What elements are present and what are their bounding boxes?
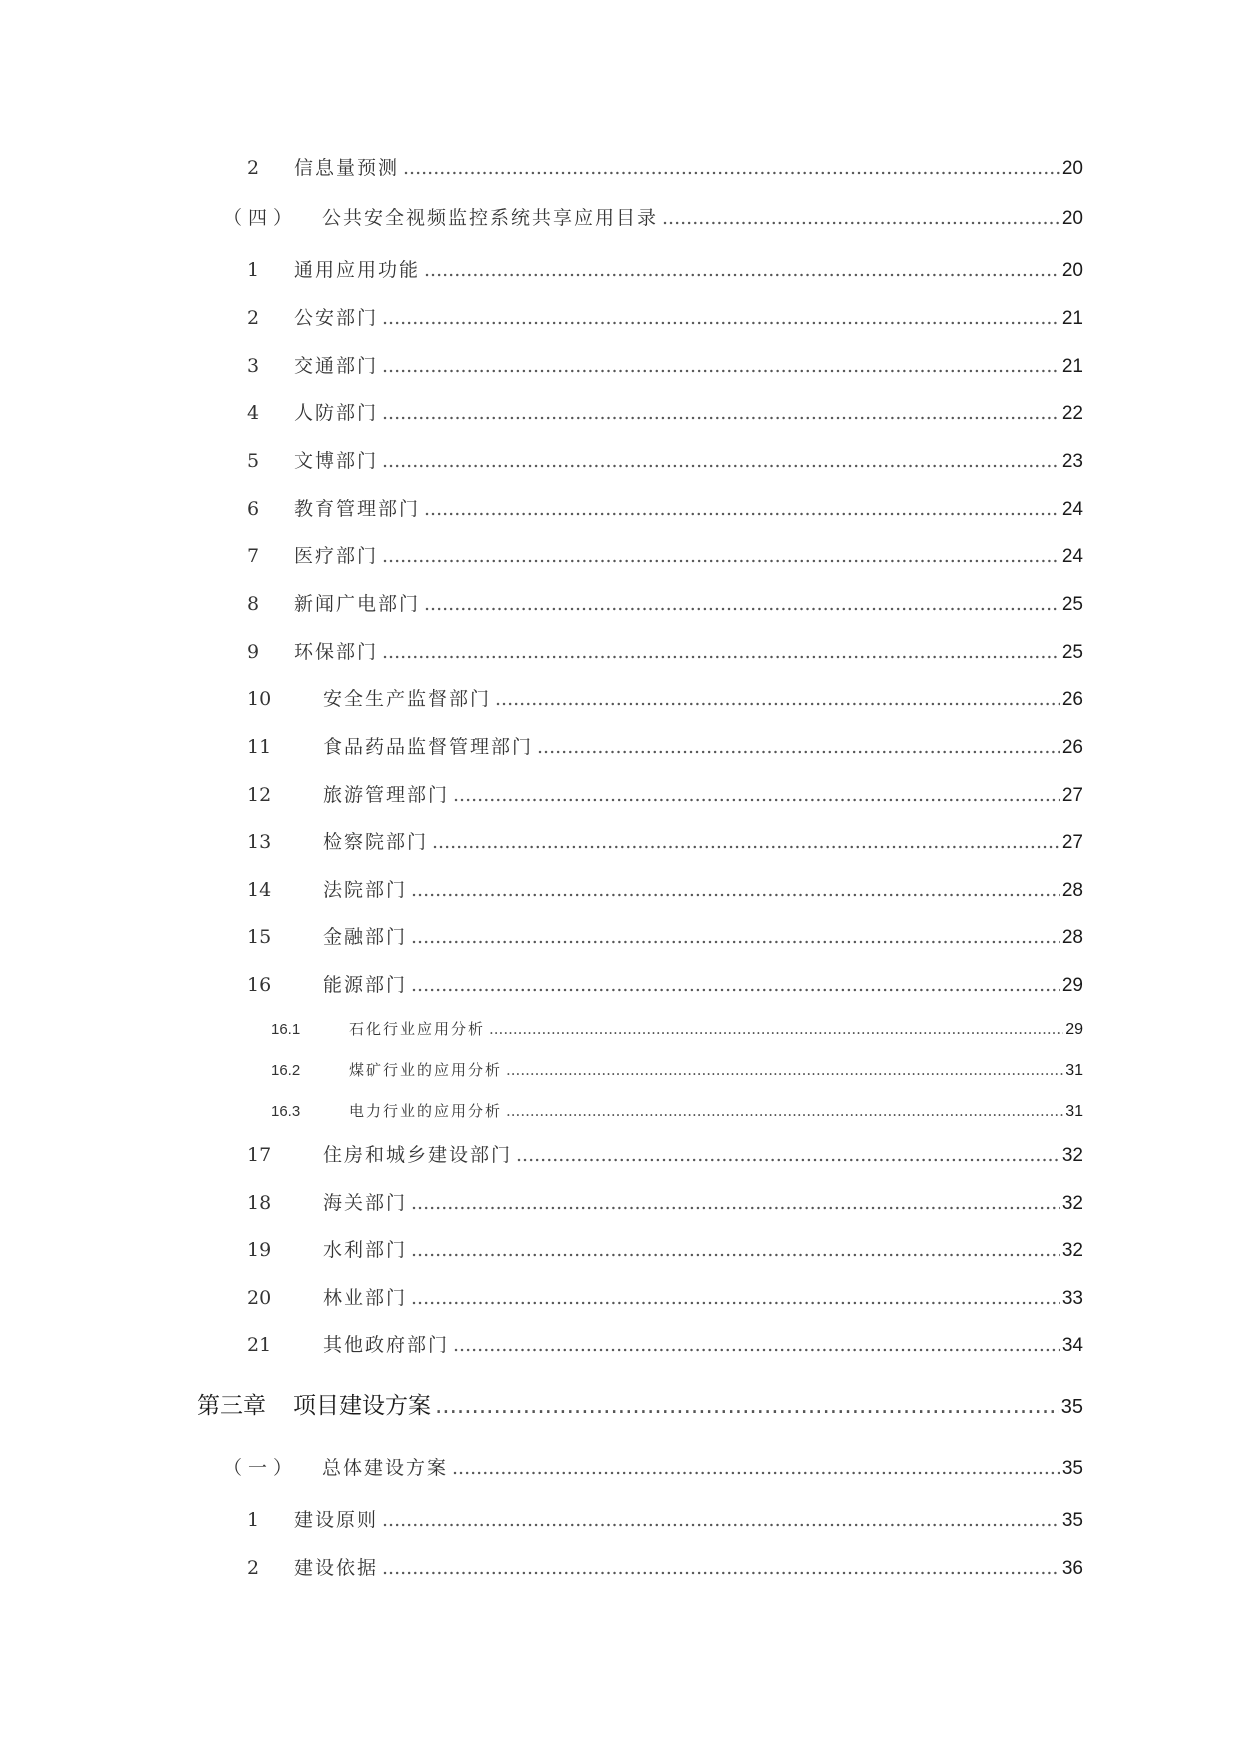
entry-number: 8 bbox=[247, 593, 260, 615]
entry-number: 2 bbox=[247, 307, 260, 329]
dot-leader bbox=[506, 1061, 1063, 1079]
entry-number: 5 bbox=[247, 450, 260, 472]
dot-leader bbox=[411, 1192, 1060, 1214]
entry-page-number: 26 bbox=[1061, 737, 1083, 758]
dot-leader bbox=[382, 450, 1060, 472]
entry-number: 16 bbox=[247, 974, 272, 996]
entry-number: 13 bbox=[247, 831, 272, 853]
dot-leader bbox=[435, 1393, 1059, 1419]
toc-entry[interactable] bbox=[247, 732, 1083, 759]
entry-number: 21 bbox=[247, 1334, 272, 1356]
entry-number: 20 bbox=[247, 1287, 272, 1309]
entry-title: 安全生产监督部门 bbox=[323, 688, 492, 710]
toc-entry[interactable] bbox=[197, 1387, 1083, 1420]
entry-page-number: 20 bbox=[1061, 208, 1083, 229]
entry-number: 11 bbox=[247, 736, 272, 758]
entry-title: 建设依据 bbox=[294, 1557, 379, 1579]
dot-leader bbox=[382, 307, 1060, 329]
toc-entry[interactable] bbox=[247, 1235, 1083, 1262]
entry-page-number: 28 bbox=[1061, 927, 1083, 948]
toc-entry[interactable] bbox=[247, 1505, 1083, 1532]
entry-number: 3 bbox=[247, 355, 260, 377]
entry-number: 1 bbox=[247, 259, 260, 281]
entry-number: 12 bbox=[247, 784, 272, 806]
toc-entry[interactable] bbox=[247, 922, 1083, 949]
entry-number: 6 bbox=[247, 498, 260, 520]
entry-number: 18 bbox=[247, 1192, 272, 1214]
entry-page-number: 20 bbox=[1061, 158, 1083, 179]
entry-page-number: 36 bbox=[1061, 1558, 1083, 1579]
entry-number: 4 bbox=[247, 402, 260, 424]
entry-page-number: 31 bbox=[1065, 1062, 1083, 1079]
entry-title: 食品药品监督管理部门 bbox=[323, 736, 534, 758]
entry-number: 7 bbox=[247, 545, 260, 567]
dot-leader bbox=[382, 355, 1060, 377]
entry-number: 19 bbox=[247, 1239, 272, 1261]
toc-entry[interactable] bbox=[271, 1018, 1083, 1039]
entry-title: 文博部门 bbox=[294, 450, 379, 472]
toc-entry[interactable] bbox=[247, 1140, 1083, 1167]
entry-number: 16.1 bbox=[271, 1021, 301, 1038]
dot-leader bbox=[495, 688, 1060, 710]
dot-leader bbox=[382, 402, 1060, 424]
toc-entry[interactable] bbox=[247, 351, 1083, 378]
entry-page-number: 29 bbox=[1061, 975, 1083, 996]
toc-entry[interactable] bbox=[247, 1330, 1083, 1357]
entry-title: 公共安全视频监控系统共享应用目录 bbox=[322, 207, 659, 229]
toc-entry[interactable] bbox=[247, 255, 1083, 282]
toc-entry[interactable] bbox=[247, 1283, 1083, 1310]
toc-entry[interactable] bbox=[247, 970, 1083, 997]
entry-title: 检察院部门 bbox=[323, 831, 429, 853]
entry-page-number: 24 bbox=[1061, 499, 1083, 520]
entry-number: （一） bbox=[223, 1457, 299, 1479]
entry-number: 9 bbox=[247, 641, 260, 663]
entry-title: 住房和城乡建设部门 bbox=[323, 1144, 513, 1166]
dot-leader bbox=[453, 784, 1060, 806]
dot-leader bbox=[411, 1239, 1060, 1261]
toc-entry[interactable] bbox=[247, 494, 1083, 521]
toc-entry[interactable] bbox=[247, 780, 1083, 807]
entry-title: 煤矿行业的应用分析 bbox=[349, 1061, 503, 1079]
entry-page-number: 27 bbox=[1061, 832, 1083, 853]
dot-leader bbox=[537, 736, 1060, 758]
entry-page-number: 35 bbox=[1061, 1458, 1083, 1479]
entry-number: 16.3 bbox=[271, 1103, 301, 1120]
dot-leader bbox=[382, 641, 1060, 663]
dot-leader bbox=[411, 926, 1060, 948]
toc-entry[interactable] bbox=[271, 1100, 1083, 1121]
entry-page-number: 21 bbox=[1061, 308, 1083, 329]
entry-title: 总体建设方案 bbox=[322, 1457, 449, 1479]
entry-page-number: 32 bbox=[1061, 1145, 1083, 1166]
entry-page-number: 34 bbox=[1061, 1335, 1083, 1356]
entry-page-number: 26 bbox=[1061, 689, 1083, 710]
entry-title: 水利部门 bbox=[323, 1239, 408, 1261]
dot-leader bbox=[382, 1509, 1060, 1531]
entry-number: （四） bbox=[223, 207, 299, 229]
dot-leader bbox=[424, 259, 1060, 281]
entry-page-number: 20 bbox=[1061, 260, 1083, 281]
entry-title: 新闻广电部门 bbox=[294, 593, 421, 615]
entry-title: 交通部门 bbox=[294, 355, 379, 377]
entry-page-number: 32 bbox=[1061, 1240, 1083, 1261]
dot-leader bbox=[424, 593, 1060, 615]
entry-page-number: 27 bbox=[1061, 785, 1083, 806]
entry-title: 教育管理部门 bbox=[294, 498, 421, 520]
dot-leader bbox=[403, 157, 1060, 179]
entry-number: 2 bbox=[247, 157, 260, 179]
toc-entry[interactable] bbox=[247, 303, 1083, 330]
entry-title: 其他政府部门 bbox=[323, 1334, 450, 1356]
dot-leader bbox=[452, 1457, 1060, 1479]
dot-leader bbox=[382, 1557, 1060, 1579]
toc-entry[interactable] bbox=[247, 1188, 1083, 1215]
entry-title: 电力行业的应用分析 bbox=[349, 1102, 503, 1120]
dot-leader bbox=[411, 1287, 1060, 1309]
entry-page-number: 25 bbox=[1061, 594, 1083, 615]
entry-number: 1 bbox=[247, 1509, 260, 1531]
dot-leader bbox=[516, 1144, 1060, 1166]
dot-leader bbox=[382, 545, 1060, 567]
dot-leader bbox=[432, 831, 1060, 853]
entry-page-number: 35 bbox=[1060, 1396, 1083, 1418]
toc-entry[interactable] bbox=[247, 1553, 1083, 1580]
entry-title: 人防部门 bbox=[294, 402, 379, 424]
entry-page-number: 29 bbox=[1065, 1021, 1083, 1038]
entry-title: 环保部门 bbox=[294, 641, 379, 663]
entry-title: 项目建设方案 bbox=[293, 1393, 431, 1419]
entry-title: 林业部门 bbox=[323, 1287, 408, 1309]
dot-leader bbox=[662, 207, 1060, 229]
entry-number: 16.2 bbox=[271, 1062, 301, 1079]
dot-leader bbox=[411, 974, 1060, 996]
toc-entry[interactable] bbox=[247, 541, 1083, 568]
toc-entry[interactable] bbox=[247, 637, 1083, 664]
entry-page-number: 23 bbox=[1061, 451, 1083, 472]
entry-page-number: 22 bbox=[1061, 403, 1083, 424]
entry-page-number: 35 bbox=[1061, 1510, 1083, 1531]
toc-entry[interactable] bbox=[247, 875, 1083, 902]
entry-title: 旅游管理部门 bbox=[323, 784, 450, 806]
toc-entry[interactable] bbox=[247, 684, 1083, 711]
entry-title: 能源部门 bbox=[323, 974, 408, 996]
entry-title: 金融部门 bbox=[323, 926, 408, 948]
entry-title: 通用应用功能 bbox=[294, 259, 421, 281]
entry-page-number: 24 bbox=[1061, 546, 1083, 567]
toc-entry[interactable] bbox=[271, 1059, 1083, 1080]
toc-entry[interactable] bbox=[247, 446, 1083, 473]
entry-title: 建设原则 bbox=[294, 1509, 379, 1531]
toc-entry[interactable] bbox=[223, 1453, 1083, 1480]
entry-title: 法院部门 bbox=[323, 879, 408, 901]
dot-leader bbox=[489, 1020, 1063, 1038]
entry-number: 17 bbox=[247, 1144, 272, 1166]
dot-leader bbox=[506, 1102, 1063, 1120]
dot-leader bbox=[424, 498, 1060, 520]
entry-page-number: 25 bbox=[1061, 642, 1083, 663]
entry-page-number: 33 bbox=[1061, 1288, 1083, 1309]
entry-number: 2 bbox=[247, 1557, 260, 1579]
entry-page-number: 32 bbox=[1061, 1193, 1083, 1214]
entry-number: 14 bbox=[247, 879, 272, 901]
entry-number: 15 bbox=[247, 926, 272, 948]
toc-entry[interactable] bbox=[247, 589, 1083, 616]
dot-leader bbox=[453, 1334, 1060, 1356]
toc-entry[interactable] bbox=[247, 153, 1083, 180]
entry-page-number: 21 bbox=[1061, 356, 1083, 377]
toc-entry[interactable] bbox=[247, 398, 1083, 425]
entry-number: 第三章 bbox=[197, 1393, 266, 1419]
entry-page-number: 31 bbox=[1065, 1103, 1083, 1120]
toc-entry[interactable] bbox=[247, 827, 1083, 854]
entry-page-number: 28 bbox=[1061, 880, 1083, 901]
entry-title: 信息量预测 bbox=[294, 157, 400, 179]
entry-title: 公安部门 bbox=[294, 307, 379, 329]
dot-leader bbox=[411, 879, 1060, 901]
entry-number: 10 bbox=[247, 688, 272, 710]
entry-title: 海关部门 bbox=[323, 1192, 408, 1214]
entry-title: 医疗部门 bbox=[294, 545, 379, 567]
entry-title: 石化行业应用分析 bbox=[349, 1020, 486, 1038]
toc-entry[interactable] bbox=[223, 203, 1083, 230]
